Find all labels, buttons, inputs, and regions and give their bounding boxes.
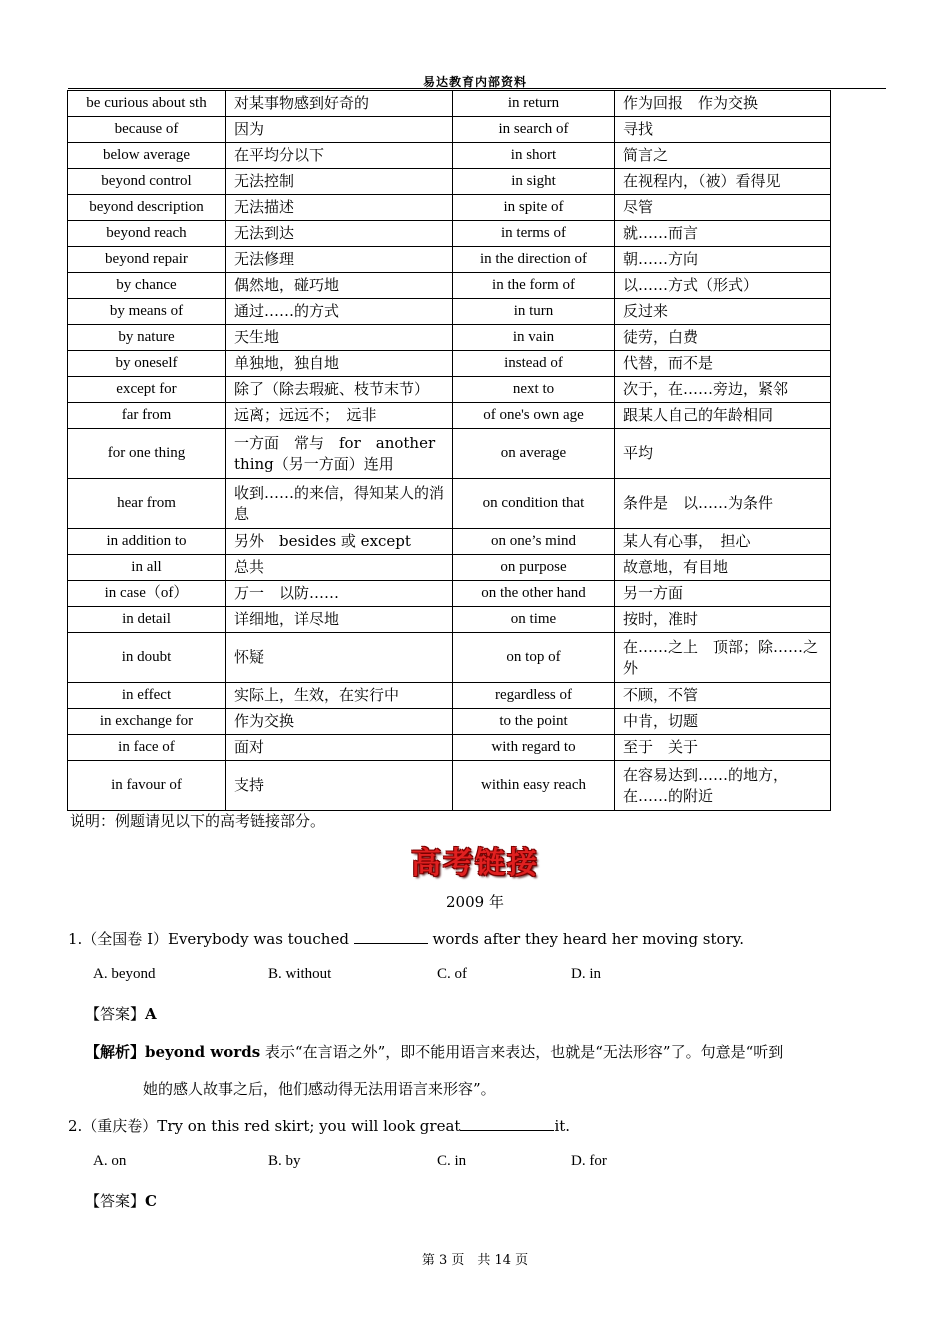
q2-option-a: A. on [93, 1153, 127, 1169]
q1-answer [85, 1003, 157, 1024]
q1-analysis-key: beyond words [145, 1043, 261, 1061]
table-row [68, 607, 831, 633]
table-row [68, 221, 831, 247]
meaning-cell: 怀疑 [226, 633, 453, 683]
meaning-cell: 远离；远远不； 远非 [226, 403, 453, 429]
phrase-cell: by means of [68, 299, 226, 325]
phrase-cell: in case（of） [68, 581, 226, 607]
question-1-prefix: 1.（全国卷 I）Everybody was touched [68, 930, 349, 948]
note-text: 说明：例题请见以下的高考链接部分。 [70, 812, 326, 830]
phrase-cell: hear from [68, 479, 226, 529]
header-rule [68, 88, 886, 89]
phrase-cell: in vain [453, 325, 615, 351]
table-row [68, 581, 831, 607]
phrase-cell: on time [453, 607, 615, 633]
meaning-cell: 条件是 以……为条件 [615, 479, 831, 529]
phrase-cell: in return [453, 91, 615, 117]
table-row [68, 247, 831, 273]
q2-answer [85, 1190, 157, 1211]
question-1-suffix: words after they heard her moving story. [432, 930, 744, 948]
meaning-cell: 寻找 [615, 117, 831, 143]
meaning-cell: 按时，准时 [615, 607, 831, 633]
phrase-cell: beyond reach [68, 221, 226, 247]
phrase-cell: beyond control [68, 169, 226, 195]
table-row [68, 351, 831, 377]
vocabulary-table [67, 90, 831, 811]
phrase-cell: in detail [68, 607, 226, 633]
table-row [68, 117, 831, 143]
meaning-cell: 作为交换 [226, 709, 453, 735]
phrase-cell: on the other hand [453, 581, 615, 607]
table-row [68, 683, 831, 709]
phrase-cell: on one’s mind [453, 529, 615, 555]
phrase-cell: on top of [453, 633, 615, 683]
phrase-cell: in spite of [453, 195, 615, 221]
meaning-cell: 实际上，生效，在实行中 [226, 683, 453, 709]
phrase-cell: in search of [453, 117, 615, 143]
phrase-cell: in the form of [453, 273, 615, 299]
phrase-cell: within easy reach [453, 761, 615, 811]
gaokao-link-banner: 高考链接 [411, 846, 539, 881]
page-footer: 第 3 页 共 14 页 [421, 1253, 529, 1268]
table-row [68, 325, 831, 351]
meaning-cell: 通过……的方式 [226, 299, 453, 325]
year-heading: 2009 年 [446, 893, 504, 911]
meaning-cell: 在平均分以下 [226, 143, 453, 169]
table-row [68, 273, 831, 299]
meaning-cell: 在……之上 顶部；除……之外 [615, 633, 831, 683]
phrase-cell: in short [453, 143, 615, 169]
phrase-cell: regardless of [453, 683, 615, 709]
meaning-cell: 无法描述 [226, 195, 453, 221]
meaning-cell: 在容易达到……的地方，在……的附近 [615, 761, 831, 811]
meaning-cell: 徒劳，白费 [615, 325, 831, 351]
meaning-cell: 在视程内，（被）看得见 [615, 169, 831, 195]
table-row [68, 479, 831, 529]
table-row [68, 143, 831, 169]
q2-answer-label: 【答案】 [85, 1192, 146, 1210]
meaning-cell: 无法到达 [226, 221, 453, 247]
phrase-cell: in all [68, 555, 226, 581]
meaning-cell: 对某事物感到好奇的 [226, 91, 453, 117]
meaning-cell: 详细地，详尽地 [226, 607, 453, 633]
meaning-cell: 中肯，切题 [615, 709, 831, 735]
table-row [68, 633, 831, 683]
q2-option-c: C. in [437, 1153, 467, 1169]
phrase-cell: on purpose [453, 555, 615, 581]
page-header: 易达教育内部资料 [422, 75, 527, 89]
meaning-cell: 某人有心事， 担心 [615, 529, 831, 555]
q1-analysis [85, 1041, 783, 1062]
meaning-cell: 尽管 [615, 195, 831, 221]
meaning-cell: 就……而言 [615, 221, 831, 247]
phrase-cell: in sight [453, 169, 615, 195]
phrase-cell: on condition that [453, 479, 615, 529]
phrase-cell: in face of [68, 735, 226, 761]
q1-analysis-label: 【解析】 [85, 1043, 146, 1061]
meaning-cell: 跟某人自己的年龄相同 [615, 403, 831, 429]
meaning-cell: 朝……方向 [615, 247, 831, 273]
table-row [68, 403, 831, 429]
phrase-cell: in doubt [68, 633, 226, 683]
phrase-cell: in exchange for [68, 709, 226, 735]
meaning-cell: 另外 besides 或 except [226, 529, 453, 555]
table-row [68, 195, 831, 221]
phrase-cell: by chance [68, 273, 226, 299]
phrase-cell: beyond repair [68, 247, 226, 273]
q1-analysis-text: 表示“在言语之外”，即不能用语言来表达，也就是“无法形容”了。句意是“听到 [264, 1043, 784, 1061]
q1-answer-label: 【答案】 [85, 1005, 146, 1023]
meaning-cell: 简言之 [615, 143, 831, 169]
table-row [68, 299, 831, 325]
meaning-cell: 以……方式（形式） [615, 273, 831, 299]
phrase-cell: instead of [453, 351, 615, 377]
phrase-cell: beyond description [68, 195, 226, 221]
q2-option-b: B. by [268, 1153, 301, 1169]
meaning-cell: 单独地，独自地 [226, 351, 453, 377]
phrase-cell: far from [68, 403, 226, 429]
phrase-cell: in effect [68, 683, 226, 709]
phrase-cell: in addition to [68, 529, 226, 555]
meaning-cell: 故意地，有目地 [615, 555, 831, 581]
question-1-blank [354, 929, 428, 944]
phrase-cell: in terms of [453, 221, 615, 247]
meaning-cell: 不顾，不管 [615, 683, 831, 709]
table-row [68, 709, 831, 735]
meaning-cell: 一方面 常与 for another thing（另一方面）连用 [226, 429, 453, 479]
phrase-cell: in the direction of [453, 247, 615, 273]
meaning-cell: 代替，而不是 [615, 351, 831, 377]
meaning-cell: 至于 关于 [615, 735, 831, 761]
meaning-cell: 次于，在……旁边，紧邻 [615, 377, 831, 403]
meaning-cell: 偶然地，碰巧地 [226, 273, 453, 299]
phrase-cell: by nature [68, 325, 226, 351]
table-row [68, 169, 831, 195]
phrase-cell: because of [68, 117, 226, 143]
phrase-cell: of one's own age [453, 403, 615, 429]
table-row [68, 555, 831, 581]
q1-option-c: C. of [437, 966, 467, 982]
phrase-cell: in favour of [68, 761, 226, 811]
table-row [68, 735, 831, 761]
meaning-cell: 面对 [226, 735, 453, 761]
q2-answer-value: C [145, 1192, 157, 1210]
meaning-cell: 天生地 [226, 325, 453, 351]
table-row [68, 429, 831, 479]
q1-analysis-cont: 她的感人故事之后，他们感动得无法用语言来形容”。 [143, 1080, 496, 1098]
q1-answer-value: A [145, 1005, 157, 1023]
table-row [68, 91, 831, 117]
question-2-suffix: it. [554, 1117, 571, 1135]
table-row [68, 377, 831, 403]
question-2-blank [460, 1116, 554, 1131]
phrase-cell: by oneself [68, 351, 226, 377]
phrase-cell: to the point [453, 709, 615, 735]
meaning-cell: 万一 以防…… [226, 581, 453, 607]
meaning-cell: 除了（除去瑕疵、枝节末节） [226, 377, 453, 403]
meaning-cell: 收到……的来信，得知某人的消息 [226, 479, 453, 529]
table-row [68, 761, 831, 811]
meaning-cell: 支持 [226, 761, 453, 811]
phrase-cell: on average [453, 429, 615, 479]
meaning-cell: 因为 [226, 117, 453, 143]
phrase-cell: next to [453, 377, 615, 403]
q1-option-a: A. beyond [93, 966, 156, 982]
table-row [68, 529, 831, 555]
phrase-cell: for one thing [68, 429, 226, 479]
meaning-cell: 无法修理 [226, 247, 453, 273]
q1-option-d: D. in [571, 966, 601, 982]
q2-option-d: D. for [571, 1153, 607, 1169]
phrase-cell: in turn [453, 299, 615, 325]
phrase-cell: with regard to [453, 735, 615, 761]
question-2 [68, 1115, 570, 1136]
question-2-prefix: 2.（重庆卷）Try on this red skirt; you will look great [68, 1117, 461, 1135]
q1-option-b: B. without [268, 966, 332, 982]
meaning-cell: 另一方面 [615, 581, 831, 607]
question-1 [68, 928, 744, 949]
meaning-cell: 总共 [226, 555, 453, 581]
meaning-cell: 平均 [615, 429, 831, 479]
phrase-cell: except for [68, 377, 226, 403]
meaning-cell: 无法控制 [226, 169, 453, 195]
phrase-cell: be curious about sth [68, 91, 226, 117]
meaning-cell: 反过来 [615, 299, 831, 325]
meaning-cell: 作为回报 作为交换 [615, 91, 831, 117]
phrase-cell: below average [68, 143, 226, 169]
